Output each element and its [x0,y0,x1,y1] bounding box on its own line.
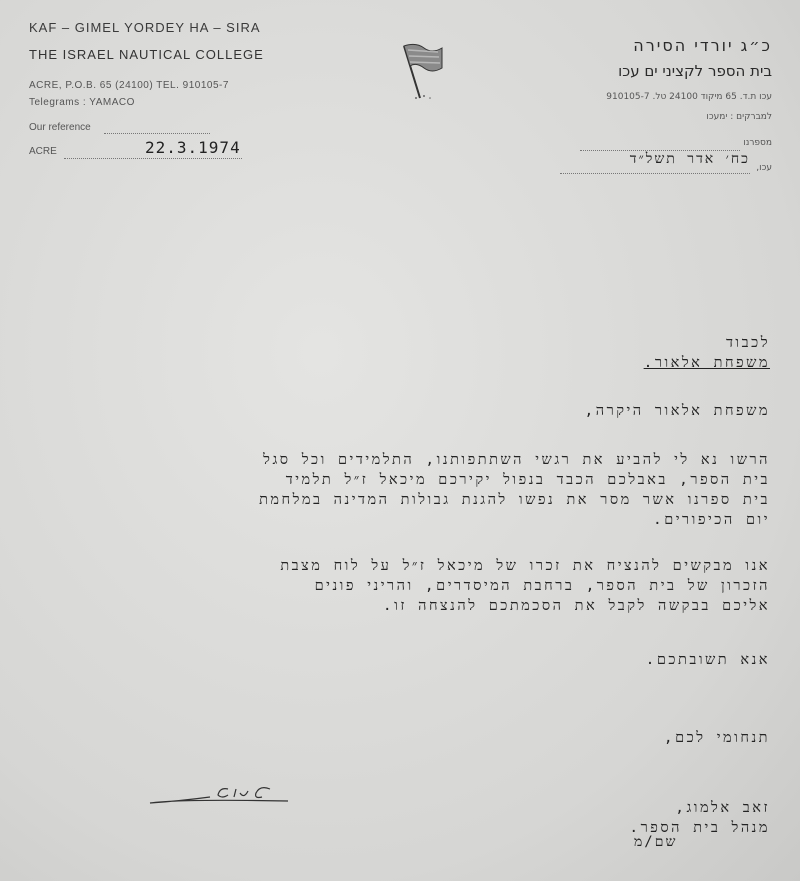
signer-name: זאב אלמוג, [675,800,770,816]
flag-logo-icon [398,40,446,100]
handwritten-signature [140,783,290,817]
paragraph1-line: יום הכיפורים. [652,512,770,528]
signer-title: מנהל בית הספר. [629,820,770,836]
letterhead-en-college: THE ISRAEL NAUTICAL COLLEGE [29,47,264,62]
acre-label-en: ACRE [29,146,57,157]
paragraph1-line: הרשו נא לי להביע את רגשי השתתפותנו, התלמידים וכל סגל [263,452,770,468]
reference-label-he: מספרנו [743,138,772,148]
reference-label-en: Our reference [29,122,91,133]
letterhead-en-telegrams: Telegrams : YAMACO [29,97,135,108]
acre-label-he: עכו, [756,163,772,173]
paragraph1-line: בית ספרנו אשר מסר את נפשו להגנת גבולות המדינה במלחמת [259,492,770,508]
letterhead-en-name: KAF – GIMEL YORDEY HA – SIRA [29,20,261,35]
paragraph2-line: אנו מבקשים להנציח את זכרו של מיכאל ז״ל על לוח מצבת [280,558,770,574]
salutation: משפחת אלאור היקרה, [584,403,770,419]
letter-date-he: כח׳ אדר תשל״ד [629,151,750,167]
letterhead-he-address: עכו ת.ד. 65 מיקוד 24100 טל. 910105-7 [606,92,772,102]
reference-line-he [580,138,740,151]
paragraph2-line: אליכם בבקשה לקבל את הסכמתכם להנצחה זו. [382,598,770,614]
letter-date-en: 22.3.1974 [145,138,241,157]
letterhead-he-telegrams: למברקים : ימעכו [706,112,772,122]
paragraph2-line: הזכרון של בית הספר, ברחבת המיסדרים, והריני פונים [314,578,770,594]
letterhead-he-name: כ״ג יורדי הסירה [633,36,772,55]
typist-initials: שם/מ [634,834,678,850]
letterhead-en-address: ACRE, P.O.B. 65 (24100) TEL. 910105-7 [29,80,229,91]
recipient: משפחת אלאור. [643,355,770,371]
condolences: תנחומי לכם, [663,730,770,746]
paragraph1-line: בית הספר, באבלכם הכבד בנפול יקירכם מיכאל ז״ל תלמיד [285,472,770,488]
letterhead-he-school: בית הספר לקציני ים עכו [618,62,772,80]
to-label: לכבוד [725,335,770,351]
reference-line-en [104,122,210,134]
closing-request: אנא תשובתכם. [645,652,770,668]
